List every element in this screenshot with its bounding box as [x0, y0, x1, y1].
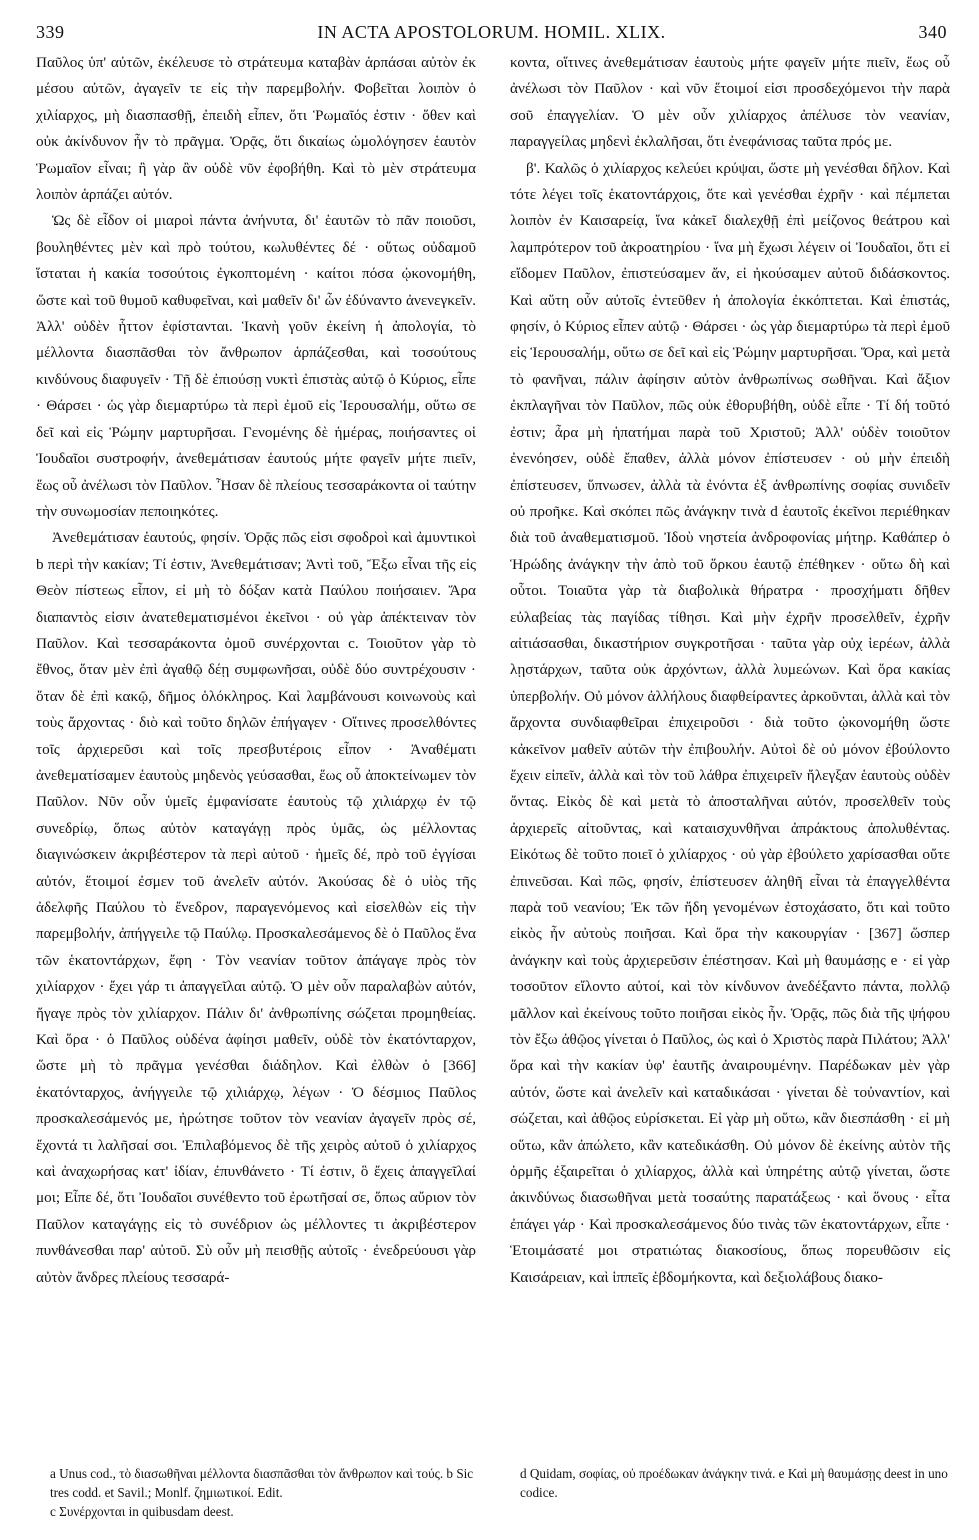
paragraph: β'. Καλῶς ὁ χιλίαρχος κελεύει κρύψαι, ὥστε μὴ γενέσθαι δῆλον. Καὶ τότε λέγει τοῖς ἑκατοντάρχοις, ὅτε καὶ γενέσθαι ἐχρῆν · καὶ πέμπεται λοιπὸν ἐν Καισαρείᾳ, ἵνα κἀκεῖ διαλεχθῇ ἐπὶ μείζονος θεάτρου καὶ λαμπρότερον τοῦ ἀκροατηρίου · ἵνα μὴ ἔχωσι λέγειν οἱ Ἰουδαῖοι, ὅτι εἰ εἴδομεν Παῦλον, ἐπιστεύσαμεν ἄν, εἰ ἠκούσαμεν αὐτοῦ διδάσκοντος. Καὶ αὕτη οὖν αὐτοῖς ἐντεῦθεν ἡ ἀπολογία ἐκκόπτεται. Καὶ ἐπιστάς, φησίν, ὁ Κύριος εἶπεν αὐτῷ · Θάρσει · ὡς γὰρ διεμαρτύρω τὰ περὶ ἐμοῦ εἰς Ἱερουσαλήμ, οὕτω σε δεῖ καὶ εἰς Ῥώμην μαρτυρῆσαι. Ὅρα, καὶ μετὰ τὸ φανῆναι, πάλιν ἀφίησιν αὐτὸν ἀνθρωπίνως σωθῆναι. Καὶ ἄξιον ἐκπλαγῆναι τὸν Παῦλον, πῶς οὐκ ἐθορυβήθη, οὐδὲ εἶπε · Τί δή τοῦτό ἐστιν; ἆρα μὴ ἡπατήμαι παρὰ τοῦ Χριστοῦ; Ἀλλ' οὐδὲν τοιοῦτον ἐνενόησεν, οὐδὲ ἔπαθεν, ἀλλὰ μόνον ἐπίστευσεν · οὐ μὴν ἐπειδὴ ἐπίστευσεν, ὕπνωσεν, ἀλλὰ τὰ ἐνόντα ἐξ ἀνθρωπίνης σοφίας συνιδεῖν οὐ προῆκε. Καὶ σκόπει πῶς ἀνάγκην τινὰ d ἑαυτοῖς ἐκεῖνοι περιέθηκαν διὰ τοῦ ἀναθεματισμοῦ. Ἰδοὺ νηστεία ἀνδροφονίας μήτηρ. Καθάπερ ὁ Ἡρώδης ἀνάγκην τὴν ἀπὸ τοῦ ὅρκου ἑαυτῷ ἐπέθηκεν · οὕτω δὴ καὶ οὗτοι. Τοιαῦτα γὰρ τὰ διαβολικὰ θήρατρα · προσχήματι δῆθεν εὐλαβείας τὰς παγίδας τίθησι. Καὶ μὴν ἐχρῆν προσελθεῖν, ἐχρῆν αἰτιάσασθαι, δικαστήριον συγκροτῆσαι · ταῦτα γὰρ οὐχ ἱερέων, ἀλλὰ λῃστάρχων, ταῦτα οὐκ ἀρχόντων, ἀλλὰ λυμεώνων. Καὶ ὅρα κακίας ὑπερβολήν. Οὐ μόνον ἀλλήλους διαφθείραντες ἀρκοῦνται, ἀλλὰ καὶ τὸν ἄρχοντα συνδιαφθεῖραι ἐπιχειροῦσι · διὰ τοῦτο ᾠκονομήθη ὥστε κἀκεῖνον μαθεῖν αὐτῶν τὴν ἐπιβουλήν. Αὐτοὶ δὲ οὐ μόνον ἐβούλοντο ἔχειν εἰπεῖν, ἀλλὰ καὶ τὸν τοῦ λάθρα ἐπιχειρεῖν ἤλεγξαν ἑαυτοὺς οὐδὲν ὄντας. Εἰκὸς δὲ καὶ μετὰ τὸ ἀποσταλῆναι αὐτόν, προσελθεῖν τοὺς ἀρχιερεῖς αἰτοῦντας, καὶ καταισχυνθῆναι ἀπράκτους ἀπολυθέντας. Εἰκότως δὲ τοῦτο ποιεῖ ὁ χιλίαρχος · οὐ γὰρ ἐβούλετο χαρίσασθαι οὔτε ἐπινεῦσαι. Καὶ πῶς, φησίν, ἐπίστευσεν ἀληθῆ εἶναι τὰ ἐπαγγελθέντα παρὰ τοῦ νεανίου; Ἐκ τῶν ἤδη γενομένων ἐστοχάσατο, ὅτι καὶ τοῦτο εἰκὸς ἦν αὐτοὺς ποιῆσαι. Καὶ ὅρα τὴν κακουργίαν · [367] ὥσπερ ἀνάγκην καὶ τοὺς ἀρχιερεῦσιν ἐπέστησαν. Καὶ μὴ θαυμάσῃς e · εἰ γὰρ τοσοῦτον εἴλοντο αὐτοί, καὶ τὸν κίνδυνον ἀνεδέξαντο πάντα, πολλῷ μᾶλλον καὶ ἐκείνους τοῦτο ποιῆσαι εἰκὸς ἦν. Ὁρᾷς, πῶς διὰ τῆς ψήφου τὸν ἔξω ἀθῷος γίνεται ὁ Παῦλος, ὡς καὶ ὁ Χριστὸς παρὰ Πιλάτου; Ἀλλ' ὅρα καὶ τὴν κακίαν ὑφ' ἑαυτῆς ἀναιρουμένην. Παρέδωκαν μὲν γὰρ αὐτόν, ὥστε καὶ ἀνελεῖν καὶ καταδικάσαι · γίνεται δὲ τοὐναντίον, καὶ σώζεται, καὶ ἀθῷος εὑρίσκεται. Εἰ γὰρ μὴ οὕτω, κἂν διεσπάσθη · εἰ μὴ οὕτω, κἂν ἀπώλετο, κἂν κατεδικάσθη. Οὐ μόνον δὲ ἐκείνης αὐτὸν τῆς ὁρμῆς ἐξαιρεῖται ὁ χιλίαρχος, ἀλλὰ καὶ ὑπηρέτης αὐτῷ γίνεται, ὥστε ἀκινδύνως διασωθῆναι μετὰ τοσαύτης παρατάξεως · καὶ ὅνους · εἶτα ἐπάγει γάρ · Καὶ προσκαλεσάμενος δύο τινὰς τῶν ἑκατοντάρχων, εἶπε · Ἑτοιμάσατέ μοι στρατιώτας διακοσίους, ὅπως πορευθῶσιν εἰς Καισάρειαν, καὶ ἱππεῖς ἑβδομήκοντα, καὶ δεξιολάβους διακο- [510, 159, 950, 1286]
left-column [36, 50, 476, 1291]
footnote: a Unus cod., τὸ διασωθῆναι μέλλοντα διασπᾶσθαι τὸν ἄνθρωπον καὶ τούς. b Sic tres codd. et Savil.; Monlf. ζημιωτικοί. Edit. [50, 1466, 474, 1500]
page-header [36, 22, 947, 48]
paragraph: Ἀνεθεμάτισαν ἑαυτούς, φησίν. Ὁρᾷς πῶς εἰσι σφοδροὶ καὶ ἀμυντικοὶ b περὶ τὴν κακίαν; Τί ἐστιν, Ἀνεθεμάτισαν; Ἀντὶ τοῦ, Ἔξω εἶναι τῆς εἰς Θεὸν πίστεως εἶπον, εἰ μὴ τὸ δόξαν κατὰ Παύλου ποιήσαιεν. Ἄρα διαπαντὸς εἰσιν ἀνατεθεματισμένοι ἐκεῖνοι · οὐ γὰρ ἀπέκτειναν τὸν Παῦλον. Καὶ τεσσαράκοντα ὁμοῦ συνέρχονται c. Τοιοῦτον γὰρ τὸ ἔθνος, ὅταν μὲν ἐπὶ ἀγαθῷ δέῃ συμφωνῆσαι, οὐδὲ δύο συντρέχουσιν · ὅταν δὲ ἐπὶ κακῷ, δῆμος ὁλόκληρος. Καὶ λαμβάνουσι κοινωνοὺς καὶ τοὺς ἄρχοντας · διὸ καὶ τοῦτο δηλῶν ἐπήγαγεν · Οἵτινες προσελθόντες τοῖς ἀρχιερεῦσι καὶ τοῖς πρεσβυτέροις εἶπον · Ἀναθέματι ἀνεθεματίσαμεν ἑαυτοὺς μηδενὸς γεύσασθαι, ἕως οὗ ἀποκτείνωμεν τὸν Παῦλον. Νῦν οὖν ὑμεῖς ἐμφανίσατε ἑαυτοὺς τῷ χιλιάρχῳ ἐν τῷ συνεδρίῳ, ὅπως αὐτὸν καταγάγῃ πρὸς ὑμᾶς, ὡς μέλλοντας διαγινώσκειν ἀκριβέστερον τὰ περὶ αὐτοῦ · ἡμεῖς δέ, πρὸ τοῦ ἐγγίσαι αὐτόν, ἕτοιμοί ἐσμεν τοῦ ἀνελεῖν αὐτόν. Ἀκούσας δὲ ὁ υἱὸς τῆς ἀδελφῆς Παύλου τὸ ἔνεδρον, παραγενόμενος καὶ εἰσελθὼν εἰς τὴν παρεμβολήν, ἀπήγγειλε τῷ Παύλῳ. Προσκαλεσάμενος δὲ ὁ Παῦλος ἕνα τῶν ἑκατοντάρχων, ἔφη · Τὸν νεανίαν τοῦτον ἀπάγαγε πρὸς τὸν χιλίαρχον · ἔχει γάρ τι ἀπαγγεῖλαι αὐτῷ. Ὁ μὲν οὖν παραλαβὼν αὐτόν, ἤγαγε πρὸς τὸν χιλίαρχον. Πάλιν δι' ἀνθρωπίνης σώζεται προμηθείας. Καὶ ὅρα · ὁ Παῦλος οὐδένα ἀφίησι μαθεῖν, οὐδὲ τὸν ἑκατόνταρχον, ὥστε μὴ τὸ πρᾶγμα γενέσθαι διάδηλον. Καὶ ἐλθὼν ὁ [366] ἑκατόνταρχος, ἀνήγγειλε τῷ χιλιάρχῳ, λέγων · Ὁ δέσμιος Παῦλος προσκαλεσάμενός με, ἠρώτησε τοῦτον τὸν νεανίαν ἀγαγεῖν πρὸς σέ, ἔχοντά τι λαλῆσαί σοι. Ἐπιλαβόμενος δὲ τῆς χειρὸς αὐτοῦ ὁ χιλίαρχος καὶ ἀναχωρήσας κατ' ἰδίαν, ἐπυνθάνετο · Τί ἐστιν, ὃ ἔχεις ἀπαγγεῖλαί μοι; Εἶπε δέ, ὅτι Ἰουδαῖοι συνέθεντο τοῦ ἐρωτῆσαί σε, ὅπως αὔριον τὸν Παῦλον καταγάγῃς εἰς τὸ συνέδριον ὡς μέλλοντες τι ἀκριβέστερον πυνθάνεσθαι παρ' αὐτοῦ. Σὺ οὖν μὴ πεισθῇς αὐτοῖς · ἐνεδρεύουσι γὰρ αὐτὸν ἄνδρες πλείους τεσσαρά- [36, 529, 476, 1286]
footnotes-left [50, 1464, 490, 1521]
footnotes-right [520, 1464, 960, 1502]
paragraph: Ὡς δὲ εἶδον οἱ μιαροὶ πάντα ἀνήνυτα, δι' ἑαυτῶν τὸ πᾶν ποιοῦσι, βουληθέντες μὲν καὶ πρὸ τούτου, κωλυθέντες δέ · οὕτως οὐδαμοῦ ἵσταται ἡ κακία τοσούτοις ἐγκοπτομένη · καίτοι πόσα ᾠκονομήθη, ὥστε καὶ τοῦ θυμοῦ καθυφεῖναι, καὶ μαθεῖν δι' ὧν ἐδύναντο ἀνενεγκεῖν. Ἀλλ' οὐδὲν ἧττον ἐφίστανται. Ἱκανὴ γοῦν ἐκείνη ἡ ἀπολογία, τὸ μέλλοντα διασπᾶσθαι τὸν ἄνθρωπον ἁρπάζεσθαι, καὶ τοσούτους κινδύνους διαφυγεῖν · Τῇ δὲ ἐπιούσῃ νυκτὶ ἐπιστὰς αὐτῷ ὁ Κύριος, εἶπε · Θάρσει · ὡς γὰρ διεμαρτύρω τὰ περὶ ἐμοῦ εἰς Ἱερουσαλήμ, οὕτω σε δεῖ καὶ εἰς Ῥώμην μαρτυρῆσαι. Γενομένης δὲ ἡμέρας, ποιήσαντες οἱ Ἰουδαῖοι συστροφήν, ἀνεθεμάτισαν ἑαυτούς μήτε φαγεῖν μήτε πιεῖν, ἕως οὗ ἀνέλωσι τὸν Παῦλον. Ἦσαν δὲ πλείους τεσσαράκοντα οἱ ταύτην τὴν συνωμοσίαν πεποιηκότες. [36, 212, 476, 520]
footnote: d Quidam, σοφίας, οὐ προέδωκαν ἀνάγκην τινά. e Καὶ μὴ θαυμάσῃς deest in uno codice. [520, 1466, 948, 1500]
right-column [510, 50, 950, 1291]
page-number-left: 339 [36, 22, 65, 42]
paragraph: Παῦλος ὑπ' αὐτῶν, ἐκέλευσε τὸ στράτευμα καταβὰν ἁρπάσαι αὐτὸν ἐκ μέσου αὐτῶν, ἀγαγεῖν τε εἰς τὴν παρεμβολήν. Φοβεῖται λοιπὸν ὁ χιλίαρχος, μὴ διασπασθῇ, ἐπειδὴ εἶπεν, ὅτι Ῥωμαῖός ἐστιν · ὅθεν καὶ οὐκ ἀκίνδυνον ἦν τὸ πρᾶγμα. Ὁρᾷς, ὅτι δικαίως ὡμολόγησεν ἑαυτὸν Ῥωμαῖον εἶναι; ἢ γὰρ ἂν οὐδὲ νῦν ἐφοβήθη. Καὶ τὸ μὲν στράτευμα λοιπὸν ἁρπάζει αὐτόν. [36, 54, 476, 204]
running-title: IN ACTA APOSTOLORUM. HOMIL. XLIX. [317, 22, 666, 42]
footnote: c Συνέρχονται in quibusdam deest. [50, 1504, 234, 1519]
paragraph: κοντα, οἵτινες ἀνεθεμάτισαν ἑαυτοὺς μήτε φαγεῖν μήτε πιεῖν, ἕως οὗ ἀνέλωσι τὸν Παῦλον · καὶ νῦν ἕτοιμοί εἰσι προσδεχόμενοι τὴν παρὰ σοῦ ἐπαγγελίαν. Ὁ μὲν οὖν χιλίαρχος ἀπέλυσε τὸν νεανίαν, παραγγείλας μηδενὶ ἐκλαλῆσαι, ὅτι ἐνεφάνισας ταῦτα πρός με. [510, 54, 950, 151]
page-number-right: 340 [918, 22, 947, 42]
